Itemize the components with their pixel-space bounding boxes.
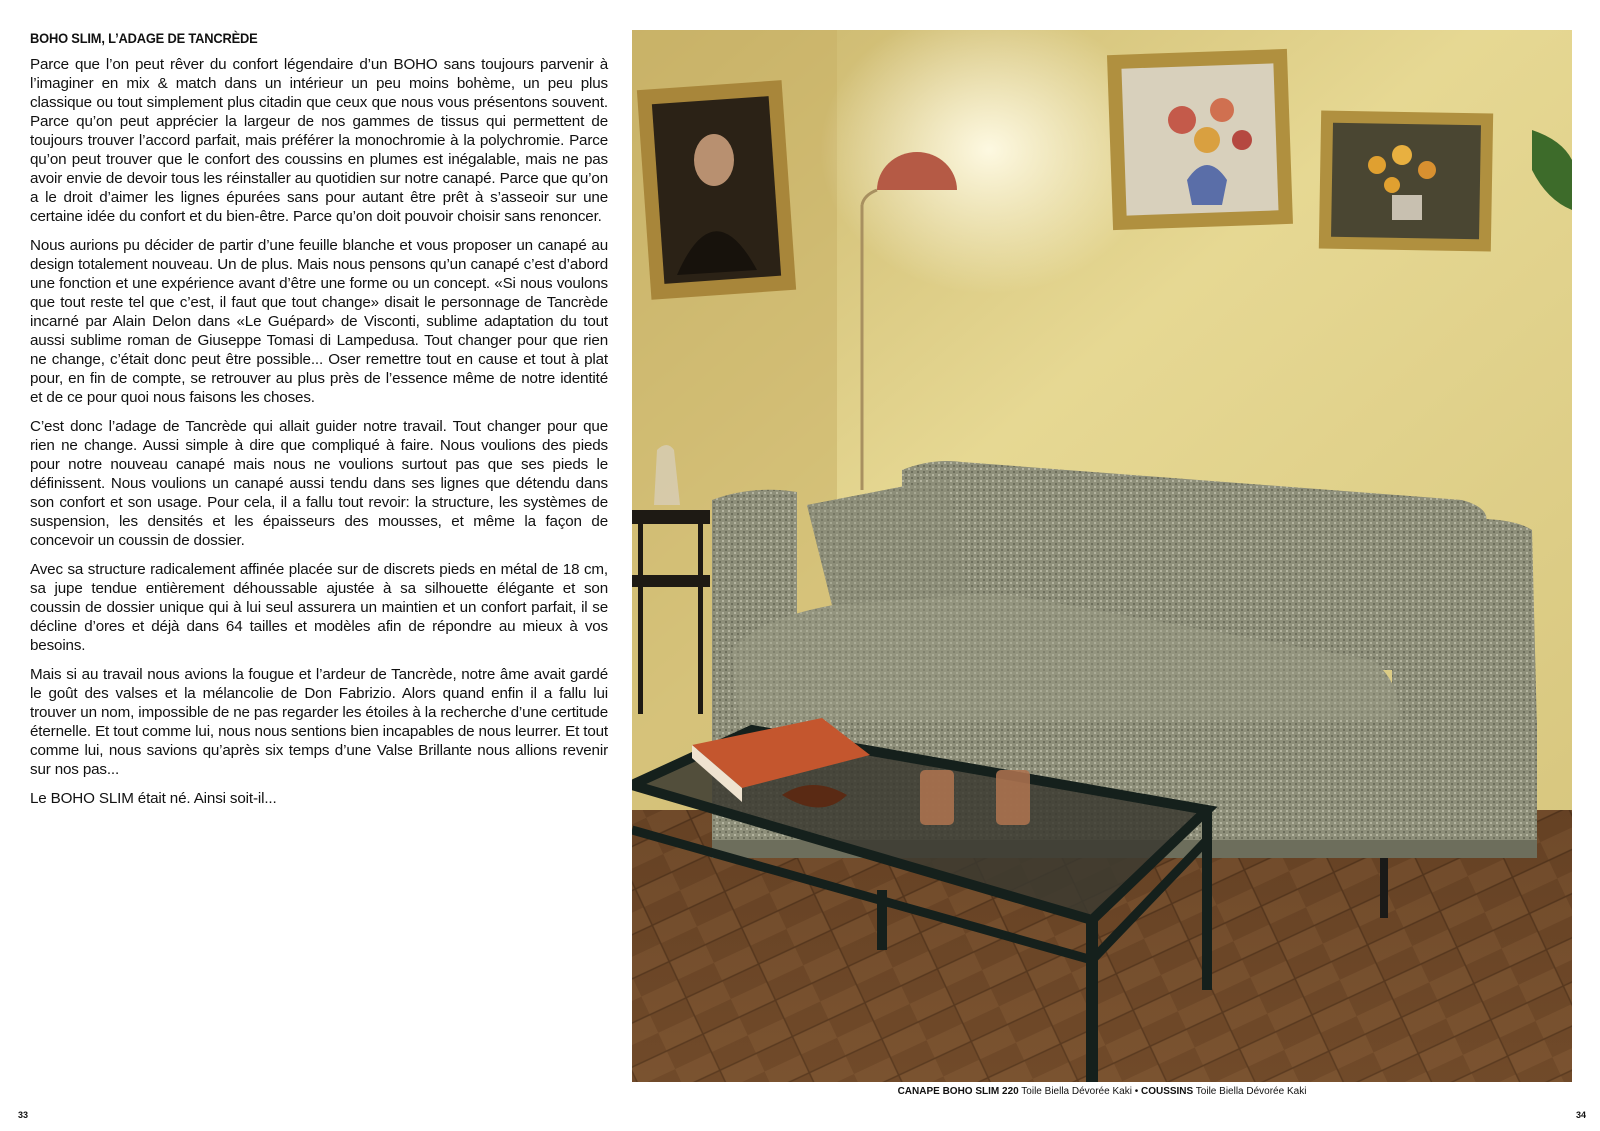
glass-tumbler [996, 770, 1030, 825]
caption-cushions: COUSSINS [1140, 1086, 1194, 1097]
living-room-photo [632, 30, 1572, 1082]
photo-caption [632, 1086, 1572, 1097]
article-column [30, 30, 608, 818]
article-paragraph: Parce que l’on peut rêver du confort légendaire d’un BOHO sans toujours parvenir à l’imaginer en mix & match dans un intérieur un peu moins bohème, un peu plus classique ou tout simplement plus citadin que ceux que nous vous présentons souvent. Parce qu’on peut apprécier la largeur de nos gammes de tissus qui permettent de toujours trouver l’accord parfait, mais préférer la monochromie à la polychromie. Parce qu’on peut trouver que le confort des coussins en plumes est inégalable, mais ne pas avoir envie de devoir tous les réinstaller au quotidien sur notre canapé. Parce que qu’on a le droit d’aimer les lignes épurées sans pour autant être prêt à s’asseoir sur une certaine idée du confort et du bien-être. Parce qu’on doit pouvoir choisir sans renoncer. [30, 56, 608, 225]
caption-cushions-fabric: Toile Biella Dévorée Kaki [1193, 1086, 1307, 1097]
article-paragraph: Nous aurions pu décider de partir d’une feuille blanche et vous proposer un canapé au design totalement nouveau. Un de plus. Mais nous pensons qu’un canapé c’est d’abord une fonction et une expérience avant d’être une forme ou un concept. «Si nous voulons que tout reste tel que c’est, il faut que tout change» disait le personnage de Tancrède incarné par Alain Delon dans «Le Guépard» de Visconti, sublime adaptation du tout aussi sublime roman de Giuseppe Tomasi di Lampedusa. Tout changer pour que rien ne change, c’était donc peut être possible... Oser remettre tout en cause et tout à plat pour, en fin de compte, se retrouver au plus près de l’essence même de notre identité et de ce pour quoi nous faisons les choses. [30, 237, 608, 406]
article-paragraph: Mais si au travail nous avions la fougue et l’ardeur de Tancrède, notre âme avait gardé le goût des valses et la mélancolie de Don Fabrizio. Alors quand enfin il a fallu lui trouver un nom, impossible de ne pas regarder les étoiles à la recherche d’une certitude éternelle. Et tout comme lui, nous nous sentions bien incapables de nous leurrer. Et tout comme lui, nous savions qu’après six temps d’une Valse Brillante nous allions revenir sur nos pas... [30, 666, 608, 778]
article-paragraph: Le BOHO SLIM était né. Ainsi soit-il... [30, 790, 277, 807]
flower-painting [1319, 111, 1493, 252]
caption-product-fabric: Toile Biella Dévorée Kaki • [1018, 1086, 1141, 1097]
article-heading: BOHO SLIM, L’ADAGE DE TANCRÈDE [30, 30, 258, 46]
page-number-right: 34 [1575, 1110, 1586, 1120]
living-room-illustration [632, 30, 1572, 1082]
glass-tumbler [920, 770, 954, 825]
article-paragraph: C’est donc l’adage de Tancrède qui allait guider notre travail. Tout changer pour que rien ne change. Aussi simple à dire que compliqué à faire. Nous voulions des pieds pour notre nouveau canapé mais nous ne voulions surtout pas que ses pieds le définissent. Nous voulions un canapé aussi tendu dans ses lignes que détendu dans son confort et son usage. Pour cela, il a fallu tout revoir: la structure, les systèmes de suspension, les densités et les épaisseurs des mousses, et même la façon de concevoir un coussin de dossier. [30, 418, 608, 549]
caption-product: CANAPE BOHO SLIM 220 [897, 1086, 1019, 1097]
flower-painting [1107, 49, 1293, 230]
article-paragraph: Avec sa structure radicalement affinée placée sur de discrets pieds en métal de 18 cm, sa jupe tendue entièrement déhoussable ajustée à sa silhouette élégante et son coussin de dossier unique qui à lui seul assurera un maintien et un confort parfait, il se décline d’ores et déjà dans 64 tailles et modèles afin de répondre au mieux à vos besoins. [30, 561, 608, 654]
portrait-painting [637, 80, 796, 300]
page-number-left: 33 [18, 1110, 29, 1120]
